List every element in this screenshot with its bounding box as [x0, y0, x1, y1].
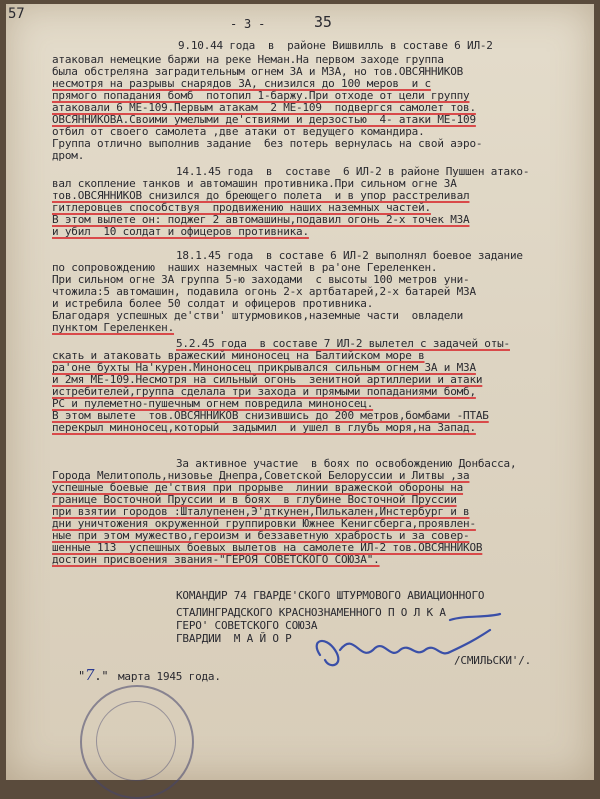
body-line: истребителей,группа сделала три захода и прямыми попаданиями бомб, [52, 385, 476, 398]
body-line: перекрыл миноносец,который задымил и ушел в глубь моря,на Запад. [52, 421, 476, 434]
body-line: вал скопление танков и автомашин противника.При сильном огне ЗА [52, 177, 457, 190]
body-line: несмотря на разрывы снарядов ЗА, снизился до 100 меров и с [52, 77, 431, 90]
body-line: достоин присвоения звания-"ГЕРОЯ СОВЕТСКОГО СОЮЗА". [52, 553, 380, 566]
corner-number: 57 [8, 6, 25, 22]
body-line: 9.10.44 года в районе Вишвилль в составе 6 ИЛ-2 [178, 39, 493, 52]
body-line: дром. [52, 149, 85, 162]
date-text: марта 1945 года. [118, 670, 221, 683]
body-line: пунктом Гереленкен. [52, 321, 175, 334]
body-line: 14.1.45 года в составе 6 ИЛ-2 в районе Пушшен атако- [176, 165, 530, 178]
body-line: За активное участие в боях по освобождению Донбасса, [176, 457, 517, 470]
body-line: Города Мелитополь,низовье Днепра,Советской Белоруссии и Литвы ,за [52, 469, 470, 482]
body-line: и 2мя МЕ-109.Несмотря на сильный огонь зенитной артиллерии и атаки [52, 373, 483, 386]
signature-title-line-4: ГВАРДИИ М А Й О Р [176, 632, 292, 645]
body-line: При сильном огне ЗА группа 5-ю заходами с высоты 100 метров уни- [52, 273, 470, 286]
body-line: при взятии городов :Шталупенен,Э'дткунен,Пилькален,Инстербург и в [52, 505, 470, 518]
body-line: ОВСЯННИКОВА.Своими умелыми де'ствиями и дерзостью 4- атаки МЕ-109 [52, 113, 476, 126]
body-line: была обстреляна заградительным огнем ЗА и МЗА, но тов.ОВСЯННИКОВ [52, 65, 464, 78]
body-line: и истребила более 50 солдат и офицеров противника. [52, 297, 374, 310]
page-marker: - 3 - [230, 17, 266, 31]
body-line: атаковали 6 МЕ-109.Первым атакам 2 МЕ-109 подвергся самолет тов. [52, 101, 476, 114]
body-line: границе Восточной Пруссии и в боях в глубине Восточной Пруссии [52, 493, 457, 506]
body-line: Группа отлично выполнив задание без потерь вернулась на свой аэро- [52, 137, 483, 150]
body-line: дни уничтожения окруженной группировки Южнее Кенигсберга,проявлен- [52, 517, 476, 530]
body-line: скать и атаковать вражеский миноносец на Балтийском море в [52, 349, 425, 362]
body-line: Благодаря успешных де'стви' штурмовиков,наземные части овладели [52, 309, 464, 322]
commander-name: /СМИЛЬСКИ'/. [454, 654, 532, 667]
date-day: "7." [78, 666, 109, 684]
body-line: по сопровождению наших наземных частей в ра'оне Гереленкен. [52, 261, 438, 274]
body-line: и убил 10 солдат и офицеров противника. [52, 225, 309, 238]
body-line: чтожила:5 автомашин, подавила огонь 2-х артбатарей,2-х батарей МЗА [52, 285, 476, 298]
signature-title-line-2: СТАЛИНГРАДСКОГО КРАСНОЗНАМЕННОГО П О Л К А [176, 606, 446, 619]
body-line: гитлеровцев способствуя продвижению наших наземных частей. [52, 201, 431, 214]
body-line: атаковал немецкие баржи на реке Неман.На первом заходе группа [52, 53, 444, 66]
body-line: В этом вылете он: поджег 2 автомашины,подавил огонь 2-х точек МЗА [52, 213, 470, 226]
body-line: 18.1.45 года в составе 6 ИЛ-2 выполнял боевое задание [176, 249, 523, 262]
archive-number: 35 [314, 13, 332, 31]
body-line: ра'оне бухты На'курен.Миноносец прикрывался сильным огнем ЗА и МЗА [52, 361, 476, 374]
signature-title-line-3: ГЕРО' СОВЕТСКОГО СОЮЗА [176, 619, 318, 632]
body-line: РС и пулеметно-пушечным огнем повредила миноносец. [52, 397, 374, 410]
body-line: В этом вылете тов.ОВСЯННИКОВ снизившись до 200 метров,бомбами -ПТАБ [52, 409, 489, 422]
handwritten-signature [300, 610, 520, 680]
body-line: успешные боевые де'ствия при прорыве линии вражеской обороны на [52, 481, 464, 494]
regiment-stamp [80, 685, 194, 799]
body-line: шенные 113 успешных боевых вылетов на самолете ИЛ-2 тов.ОВСЯННИКОВ [52, 541, 483, 554]
signature-title-line-1: КОМАНДИР 74 ГВАРДЕ'СКОГО ШТУРМОВОГО АВИАЦИОННОГО [176, 589, 485, 602]
body-line: тов.ОВСЯННИКОВ снизился до бреющего полета и в упор расстреливал [52, 189, 470, 202]
body-line: отбил от своего самолета ,две атаки от ведущего командира. [52, 125, 425, 138]
body-line: ные при этом мужество,героизм и беззаветную храбрость и за совер- [52, 529, 470, 542]
body-line: 5.2.45 года в составе 7 ИЛ-2 вылетел с задачей оты- [176, 337, 510, 350]
body-line: прямого попадания бомб потопил 1-баржу.При отходе от цели группу [52, 89, 470, 102]
